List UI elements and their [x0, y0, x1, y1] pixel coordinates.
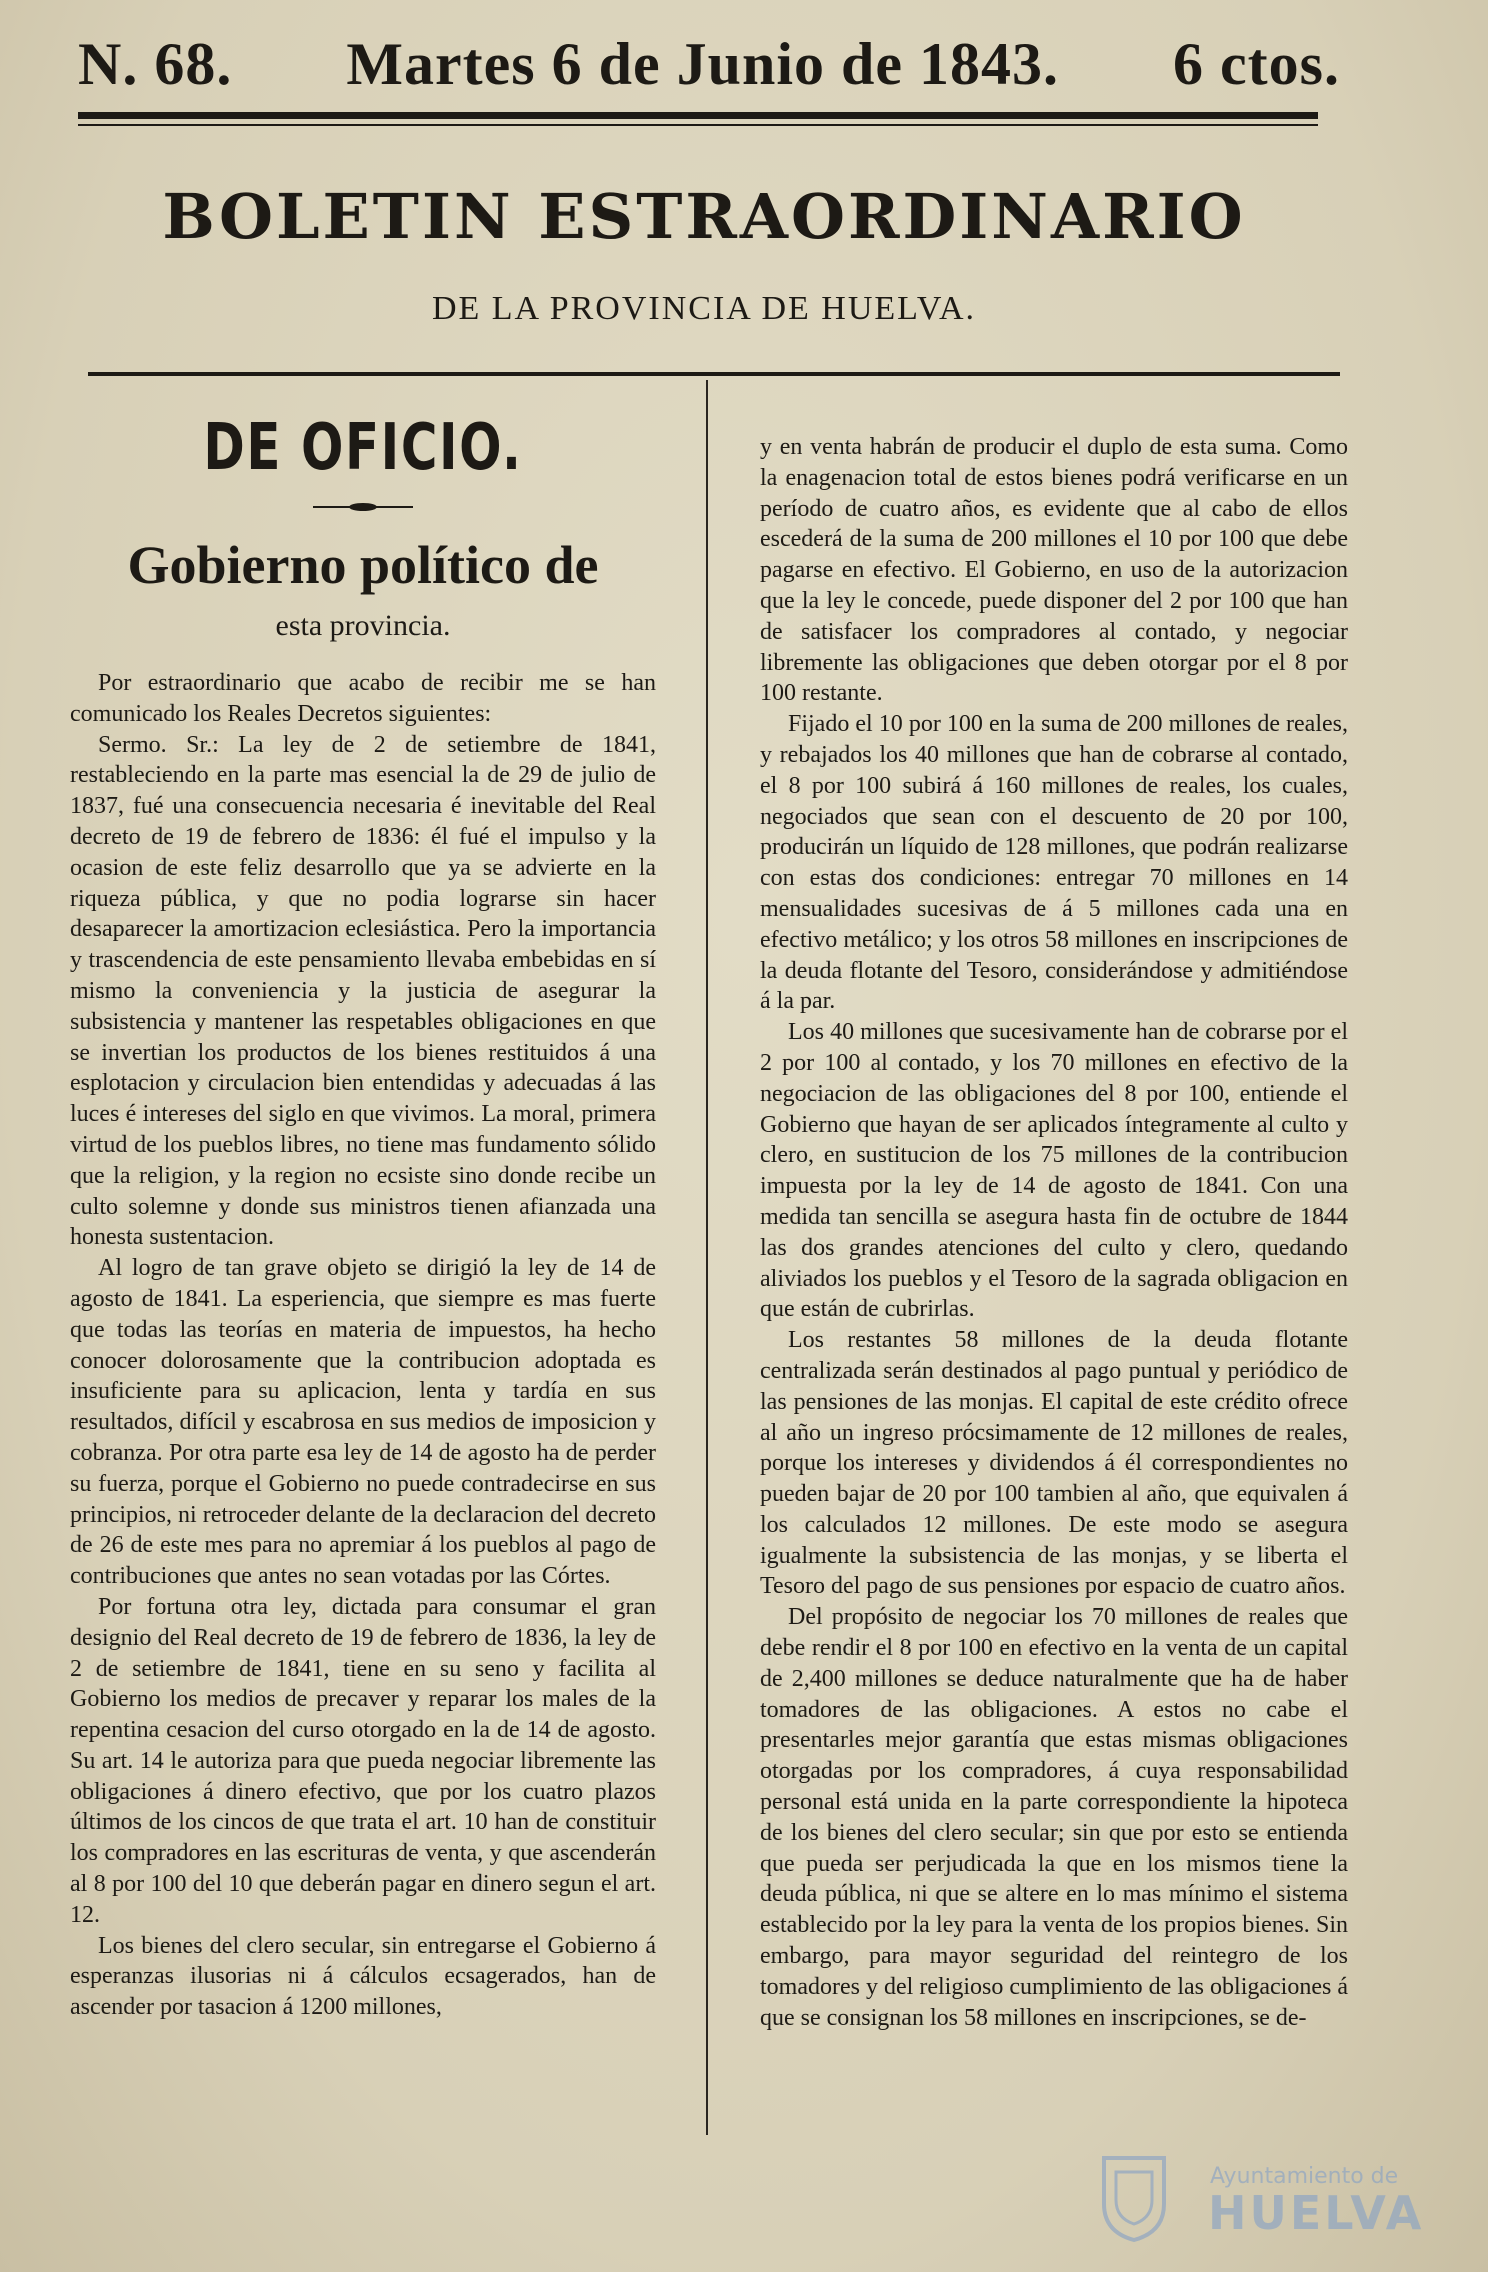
right-column	[760, 432, 1348, 2033]
paragraph: Los 40 millones que sucesivamente han de cobrarse por el 2 por 100 al contado, y los 70 millones en efectivo de la negociacion de las obligaciones del 8 por 100, entiende el Gobierno que hayan de ser aplicados íntegramente al culto y clero, en sustitucion de los 75 millones de la contribucion impuesta por la ley de 14 de agosto de 1841. Con una medida tan sencilla se asegura hasta fin de octubre de 1844 las dos grandes atenciones del culto y clero, quedando aliviados los pueblos y el Tesoro de la sagrada obligacion en que están de cubrirlas.	[760, 1019, 1348, 1323]
masthead-rule-thick	[78, 112, 1318, 119]
paragraph: Al logro de tan grave objeto se dirigió la ley de 14 de agosto de 1841. La esperiencia, que siempre es mas fuerte que todas las teorías en materia de impuestos, ha hecho conocer dolorosamente que la contribucion adoptada es insuficiente para su aplicacion, lenta y tardía en sus resultados, difícil y escabrosa en sus medios de imposicion y cobranza. Por otra parte esa ley de 14 de agosto ha de perder su fuerza, porque el Gobierno no puede contradecirse en sus principios, ni retroceder delante de la declaracion del decreto de 26 de este mes para no apremiar á los pueblos al pago de contribuciones que antes no sean votadas por las Córtes.	[70, 1255, 656, 1590]
issue-price: 6 ctos.	[1173, 31, 1340, 97]
paragraph: y en venta habrán de producir el duplo de esta suma. Como la enagenacion total de estos bienes podrá verificarse en un período de cuatro años, es evidente que al cabo de ellos escederá de la suma de 200 millones el 10 por 100 que debe pagarse en efectivo. El Gobierno, en uso de la autorizacion que la ley le concede, puede disponer del 2 por 100 que han de satisfacer los compradores al contado, y negociar libremente las obligaciones que deben otorgar por el 8 por 100 restante.	[760, 434, 1348, 707]
paragraph: Fijado el 10 por 100 en la suma de 200 millones de reales, y rebajados los 40 millones que han de cobrarse al contado, el 8 por 100 subirá á 160 millones de reales, los cuales, negociados que sean con el descuento de 20 por 100, producirán un líquido de 128 millones, que podrán realizarse con estas dos condiciones: entregar 70 millones en 14 mensualidades sucesivas de á 5 millones cada una en efectivo metálico; y los otros 58 millones en inscripciones de la deuda flotante del Tesoro, considerándose y admitiéndose á la par.	[760, 711, 1348, 1015]
issue-number: N. 68.	[78, 31, 233, 97]
ornament-divider	[313, 502, 413, 512]
paragraph: Los bienes del clero secular, sin entregarse el Gobierno á esperanzas ilusorias ni á cálculos ecsagerados, han de ascender por tasacion á 1200 millones,	[70, 1932, 656, 2021]
issue-date: Martes 6 de Junio de 1843.	[346, 31, 1059, 97]
paragraph: Los restantes 58 millones de la deuda flotante centralizada serán destinados al pago puntual y periódico de las pensiones de las monjas. El capital de este crédito ofrece al año un ingreso prócsimamente de 12 millones de reales, porque los intereses y dividendos á él correspondientes no pueden bajar de 20 por 100 tambien al año, que equivalen á los calculados 12 millones. De este modo se asegura igualmente la subsistencia de las monjas, y se liberta el Tesoro del pago de sus pensiones por espacio de cuatro años.	[760, 1327, 1348, 1600]
paragraph: Sermo. Sr.: La ley de 2 de setiembre de 1841, restableciendo en la parte mas esencial la de 29 de julio de 1837, fué una consecuencia necesaria é inevitable del Real decreto de 19 de febrero de 1836: él fué el impulso y la ocasion de este feliz desarrollo que ya se advierte en la riqueza pública, y que no podia lograrse sin hacer desaparecer la amortizacion eclesiástica. Pero la importancia y trascendencia de este pensamiento llevaba embebidas en sí mismo la conveniencia y la justicia de asegurar la subsistencia y mantener las respetables obligaciones en que se invertian los productos de los bienes restituidos á una esplotacion y circulacion bien entendidas y adecuadas á las luces é intereses del siglo en que vivimos. La moral, primera virtud de los pueblos libres, no tiene mas fundamento sólido que la religion, y la region no ecsiste sino donde recibe un culto solemne y donde sus ministros tienen afianzada una honesta sustentacion.	[70, 731, 656, 1251]
watermark-small-text: Ayuntamiento de	[1210, 2164, 1399, 2189]
masthead-rule-thin	[78, 124, 1318, 126]
paragraph: Del propósito de negociar los 70 millones de reales que debe rendir el 8 por 100 en efectivo en la venta de un capital de 2,400 millones se deduce naturalmente que ha de haber tomadores de las obligaciones. A estos no cabe el presentarles mejor garantía que estas mismas obligaciones otorgadas por los compradores, á cuya responsabilidad personal está unida en la parte correspondiente la hipoteca de los bienes del clero secular; sin que por esto se entienda que pueda ser perjudicada la que en los mismos tiene la deuda pública, ni que se altere en lo mas mínimo el sistema establecido por la ley para la venta de los propios bienes. Sin embargo, para mayor seguridad del reintegro de los tomadores y del religioso cumplimiento de las obligaciones á que se consignan los 58 millones en inscripciones, se de-	[760, 1604, 1348, 2031]
masthead-line	[78, 30, 1340, 102]
coat-of-arms-icon	[1098, 2148, 1170, 2244]
watermark-big-text: HUELVA	[1208, 2186, 1425, 2240]
column-divider	[706, 380, 708, 2135]
section-heading: DE OFICIO.	[203, 411, 523, 485]
paragraph: Por fortuna otra ley, dictada para consumar el gran designio del Real decreto de 19 de febrero de 1836, la ley de 2 de setiembre de 1841, tiene en su seno y facilita al Gobierno los medios de precaver y reparar los males de la repentina cesacion del curso otorgado en la de 14 de agosto. Su art. 14 le autoriza para que pueda negociar libremente las obligaciones á dinero efectivo, que por los cuatro plazos últimos de los cincos de que trata el art. 10 han de constituir los compradores en las escrituras de venta, y que ascenderán al 8 por 100 del 10 que deberán pagar en dinero segun el art. 12.	[70, 1593, 656, 1928]
paragraph: Por estraordinario que acabo de recibir me se han comunicado los Reales Decretos siguientes:	[70, 670, 656, 727]
office-subheading: esta provincia.	[275, 609, 451, 642]
publication-title: BOLETIN ESTRAORDINARIO	[162, 180, 1246, 253]
office-heading: Gobierno político de	[127, 535, 599, 595]
left-column	[70, 400, 656, 2023]
archive-watermark	[1098, 2148, 1428, 2248]
publication-subtitle: DE LA PROVINCIA DE HUELVA.	[431, 290, 977, 327]
header-divider	[88, 372, 1340, 376]
